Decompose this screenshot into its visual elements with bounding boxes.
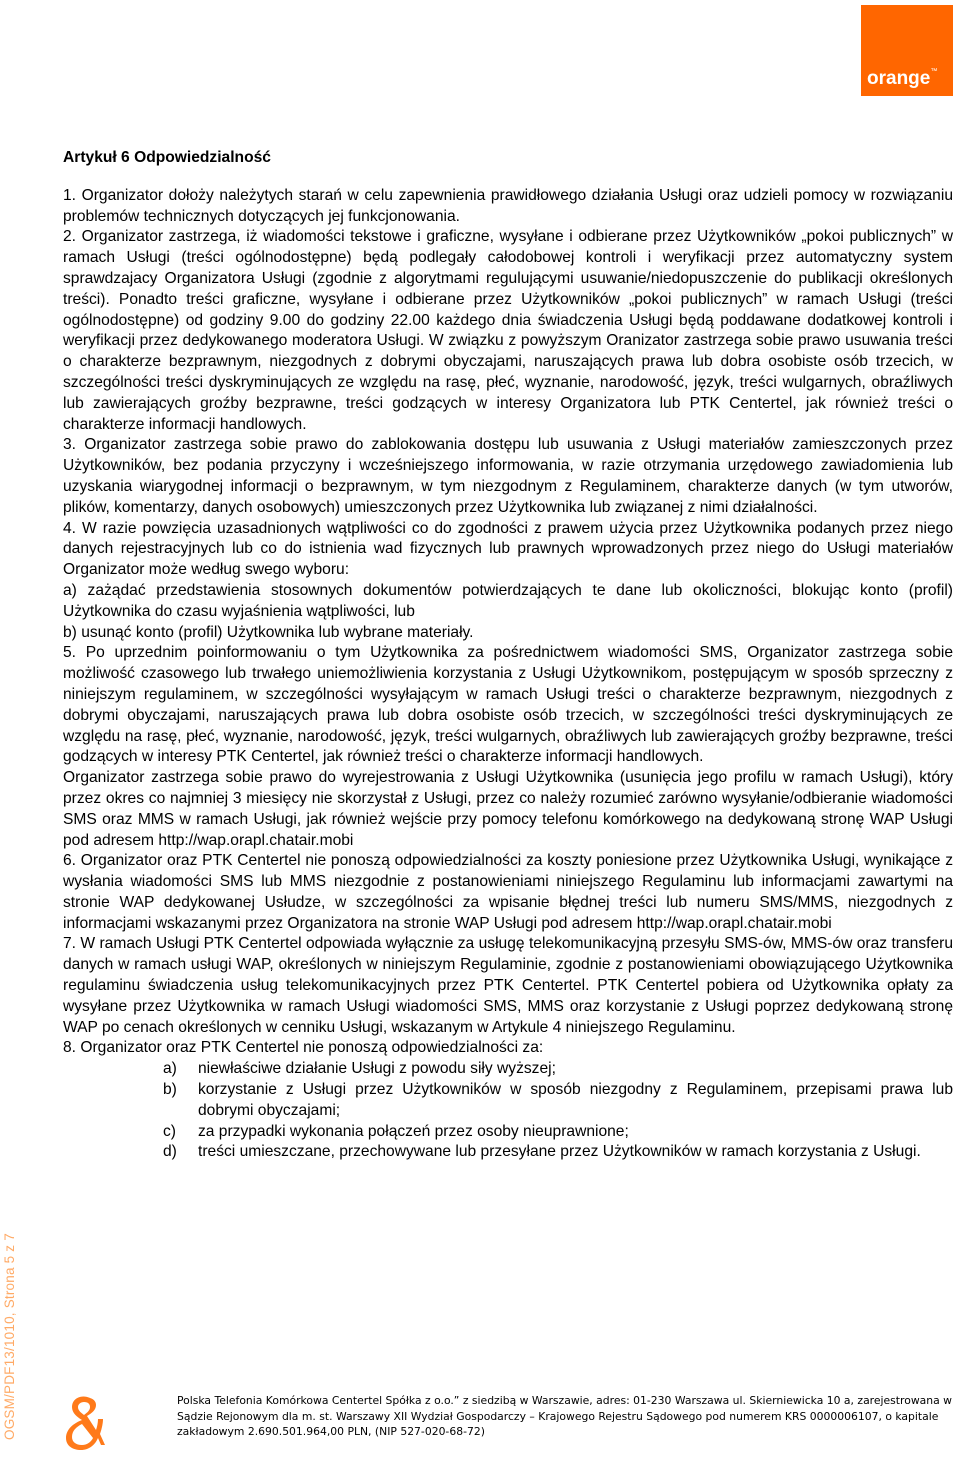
paragraph-3: 3. Organizator zastrzega sobie prawo do zablokowania dostępu lub usuwania z Usługi materiałów zamieszczonych przez Użytkowników, bez podania przyczyny i wcześniejszego informowania, w razie otrzymania urzędowego zawiadomienia lub uzyskania wiarygodnej informacji o bezprawnym, w tym niezgodnym z Regulaminem, charakterze danych (w tym utworów, plików, komentarzy, danych osobowych) umieszczonych przez Użytkownika lub związanej z nimi działalności. <box>63 436 953 516</box>
paragraph-5-cont: Organizator zastrzega sobie prawo do wyrejestrowania z Usługi Użytkownika (usunięcia jego profilu w ramach Usługi), który przez okres co najmniej 3 miesięcy nie skorzystał z Usługi, przez co należy rozumieć zarówno wysyłanie/odbieranie wiadomości SMS oraz MMS w ramach Usługi, jak również wejście przy pomocy telefonu komórkowego na dedykowaną stronę WAP Usługi pod adresem http://wap.orapl.chatair.mobi <box>63 769 953 849</box>
list-letter: b) <box>163 1081 177 1099</box>
list-item <box>163 1122 953 1143</box>
list-text: za przypadki wykonania połączeń przez osoby nieuprawnione; <box>198 1122 629 1140</box>
paragraph-4a: a) zażądać przedstawienia stosownych dokumentów potwierdzających te dane lub okoliczności, blokując konto (profil) Użytkownika do czasu wyjaśnienia wątpliwości, lub <box>63 581 953 620</box>
list-item <box>163 1059 953 1080</box>
paragraph-4b: b) usunąć konto (profil) Użytkownika lub wybrane materiały. <box>63 623 474 641</box>
paragraph-8: 8. Organizator oraz PTK Centertel nie ponoszą odpowiedzialności za: <box>63 1039 544 1057</box>
list-item <box>163 1142 953 1163</box>
list-text: niewłaściwe działanie Usługi z powodu siły wyższej; <box>198 1060 556 1078</box>
document-reference: OGSM/PDF13/1010, Strona 5 z 7 <box>2 1233 17 1440</box>
list-letter: a) <box>163 1060 177 1078</box>
paragraph-1: 1. Organizator dołoży należytych starań w celu zapewnienia prawidłowego działania Usługi oraz udzieli pomocy w rozwiązaniu problemów technicznych dotyczących jej funkcjonowania. <box>63 186 953 225</box>
orange-logo-text: orange™ <box>867 68 938 89</box>
list-letter: c) <box>163 1122 176 1140</box>
footer-line: Sądzie Rejonowym dla m. st. Warszawy XII Wydział Gospodarczy – Krajowego Rejestru Sądowego pod numerem KRS 0000006107, o kapitale <box>177 1409 939 1423</box>
list-text: treści umieszczane, przechowywane lub przesyłane przez Użytkowników w ramach korzystania z Usługi. <box>198 1143 921 1161</box>
list-text: korzystanie z Usługi przez Użytkowników w sposób niezgodny z Regulaminem, przepisami prawa lub dobrymi obyczajami; <box>198 1081 953 1119</box>
paragraph-2: 2. Organizator zastrzega, iż wiadomości tekstowe i graficzne, wysyłane i odbierane przez Użytkowników „pokoi publicznych” w ramach Usługi (treści ogólnodostępne) będą podlegały całodobowej kontroli i weryfikacji przez automatyczny system sprawdzajacy Organizatora Usługi (zgodnie z algorytmami regulującymi usuwanie/niedopuszczenie do publikacji określonych treści). Ponadto treści graficzne, wysyłane i odbierane przez Użytkowników „pokoi publicznych” w ramach Usługi (treści ogólnodostępne) od godziny 9.00 do godziny 22.00 każdego dnia świadczenia Usługi będą poddawane dodatkowej kontroli i weryfikacji przez dedykowanego moderatora Usługi. W związku z powyższym Oranizator zastrzega sobie prawo usuwania treści o charakterze bezprawnym, niezgodnych z dobrymi obyczajami, naruszających prawa lub dobra osobiste osób trzecich, w szczególności treści dyskryminujących ze względu na rasę, płeć, wyznanie, narodowość, język, treści wulgarnych, obraźliwych lub zawierających groźby bezprawne, treści godzących w interesy Organizatora lub PTK Centertel, jak również treści o charakterze informacji handlowych. <box>63 228 953 433</box>
orange-logo <box>861 5 953 96</box>
paragraph-7: 7. W ramach Usługi PTK Centertel odpowiada wyłącznie za usługę telekomunikacyjną przesyłu SMS-ów, MMS-ów oraz transferu danych w ramach usługi WAP, określonych w niniejszym Regulaminie, zgodnie z postanowieniami obowiązującego Użytkownika regulaminu świadczenia usług telekomunikacyjnych przez PTK Centertel. PTK Centertel pobiera od Użytkownika opłaty za wysyłane przez Użytkownika w ramach Usługi wiadomości SMS, MMS oraz korzystanie z Usługi poprzez dedykowaną stronę WAP po cenach określonych w cenniku Usługi, wskazanym w Artykule 4 niniejszego Regulaminu. <box>63 935 953 1036</box>
list-item <box>163 1080 953 1122</box>
footer-line: zakładowym 2.690.501.964,00 PLN, (NIP 527-020-68-72) <box>177 1425 485 1438</box>
article-title: Artykuł 6 Odpowiedzialność <box>63 149 271 166</box>
centertel-ampersand-logo <box>60 1392 106 1452</box>
paragraph-5: 5. Po uprzednim poinformowaniu o tym Użytkownika za pośrednictwem wiadomości SMS, Organizator zastrzega sobie możliwość czasowego lub trwałego uniemożliwienia korzystania z Usługi Użytkownikom, postępującym w sposób sprzeczny z niniejszym regulaminem, w szczególności wysyłającym w ramach Usługi treści o charakterze bezprawnym, niezgodnych z dobrymi obyczajami, naruszających prawa lub dobra osobiste osób trzecich, w szczególności treści dyskryminujących ze względu na rasę, płeć, wyznanie, narodowość, język, treści wulgarnych, obraźliwych lub zawierających groźby bezprawne, treści godzących w interesy PTK Centertel, jak również treści o charakterze informacji handlowych. <box>63 644 953 766</box>
list-letter: d) <box>163 1143 177 1161</box>
document-body <box>63 148 953 1163</box>
footer-line: Polska Telefonia Komórkowa Centertel Spółka z o.o.” z siedzibą w Warszawie, adres: 01-230 Warszawa ul. Skierniewicka 10 a, zarejestrowana w <box>177 1394 953 1407</box>
paragraph-6: 6. Organizator oraz PTK Centertel nie ponoszą odpowiedzialności za koszty poniesione przez Użytkownika Usługi, wynikające z wysłania wiadomości SMS lub MMS niezgodnie z postanowieniami niniejszego Regulaminu lub informacjami zawartymi na stronie WAP dedykowanej Usłudze, w szczególności za wpisanie błędnej treści lub numeru SMS/MMS, niezgodnych z informacjami wskazanymi przez Organizatora na stronie WAP Usługi pod adresem http://wap.orapl.chatair.mobi <box>63 852 953 932</box>
company-footer <box>177 1393 955 1440</box>
paragraph-4: 4. W razie powzięcia uzasadnionych wątpliwości co do zgodności z prawem użycia przez Użytkownika podanych przez niego danych rejestracyjnych lub co do istnienia wad fizycznych lub prawnych wprowadzonych przez niego do Usługi materiałów Organizator może według swego wyboru: <box>63 519 953 579</box>
